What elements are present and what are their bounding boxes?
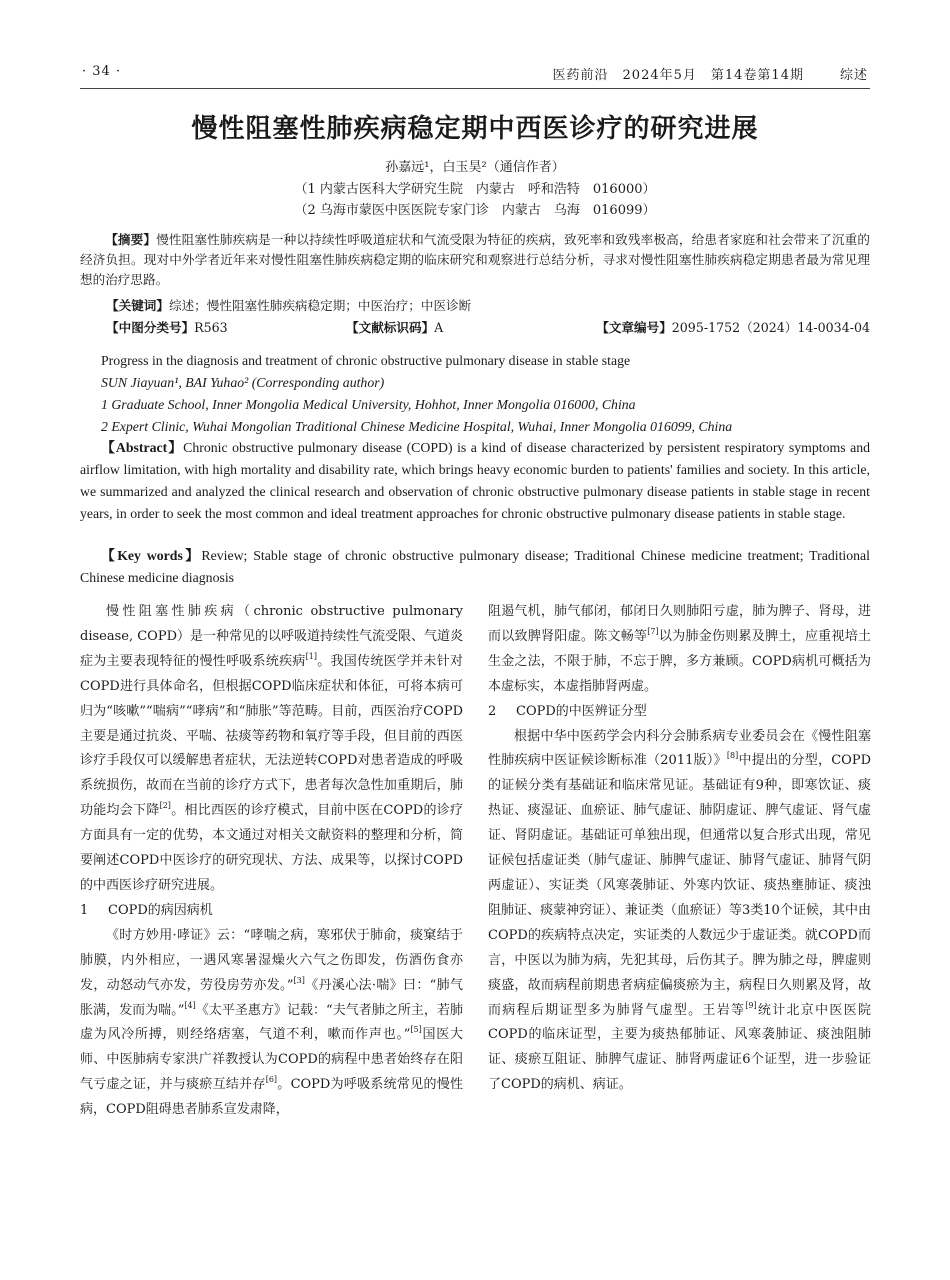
keywords-cn-label: 【关键词】	[106, 298, 169, 313]
abstract-cn-text: 慢性阻塞性肺疾病是一种以持续性呼吸道症状和气流受限为特征的疾病，致死率和致残率极高，给患者家庭和社会带来了沉重的经济负担。现对中外学者近年来对慢性阻塞性肺疾病稳定期的临床研究和观察进行总结分析，寻求对慢性阻塞性肺疾病稳定期患者最为常见理想的治疗思路。	[80, 232, 871, 287]
header-divider	[80, 88, 870, 89]
document-code: 【文献标识码】A	[346, 320, 444, 335]
affiliation-1: （1 内蒙古医科大学研究生院 内蒙古 呼和浩特 016000）	[294, 182, 656, 197]
etiology-paragraph: 《时方妙用·哮证》云：“哮喘之病，寒邪伏于肺俞，痰窠结于肺膜，内外相应，一遇风寒暑湿燥火六气之伤即发，伤酒伤食亦发，动怒动气亦发，劳役房劳亦发。”[3]《丹溪心法·喘》曰：“肺气胀满，发而为喘。”[4]《太平圣惠方》记载：“夫气者肺之所主，若肺虚为风冷所搏，则经络痞塞，气道不利，嗽而作声也。”[5]国医大师、中医肺病专家洪广祥教授认为COPD的病程中患者始终存在阳气亏虚之证，并与痰瘀互结并存[6]。COPD为呼吸系统常见的慢性病，COPD阻碍患者肺系宣发肃降，	[80, 927, 463, 1118]
section-label: 综述	[839, 68, 868, 83]
english-abstract-text: Chronic obstructive pulmonary disease (COPD) is a kind of disease characterized by persistent respiratory symptoms and airflow limitation, with high mortality and disability rate, which brings heavy economic burden to patients' families and society. In this article, we summarized and analyzed the clinical research and observation of chronic obstructive pulmonary disease patients in stable stage in recent years, in order to seek the most common and ideal treatment approaches for chronic obstructive pulmonary disease patients in stable stage.	[80, 440, 870, 521]
citation: [1]	[305, 651, 317, 661]
english-keywords-text: Review; Stable stage of chronic obstructive pulmonary disease; Traditional Chinese medicine treatment; Traditional Chinese medicine diagnosis	[80, 548, 870, 585]
volume-issue: 第14卷第14期	[710, 68, 804, 83]
citation: [4]	[184, 1000, 196, 1010]
syndrome-paragraph: 根据中华中医药学会内科分会肺系病专业委员会在《慢性阻塞性肺疾病中医证候诊断标准（2011版）》[8]中提出的分型，COPD的证候分类有基础证和临床常见证。基础证有9种，即寒饮证、痰热证、痰湿证、血瘀证、肺气虚证、肺阴虚证、脾气虚证、肾气虚证、肾阴虚证。基础证可单独出现，但通常以复合形式出现，常见证候包括虚证类（肺气虚证、肺脾气虚证、肺肾气虚证、肺肾气阴两虚证）、实证类（风寒袭肺证、外寒内饮证、痰热壅肺证、痰浊阻肺证、痰蒙神窍证）、兼证类（血瘀证）等3类10个证候，其中由COPD的疾病特点决定，实证类的人数远少于虚证类。就COPD而言，中医以为肺为病，先犯其母，后伤其子。脾为肺之母，脾虚则痰盛，故而病程前期患者病症偏痰瘀为主，病程日久则累及肾，故而病程后期证型多为肺肾气虚型。王岩等[9]统计北京中医医院COPD的临床证型，主要为痰热郁肺证、风寒袭肺证、痰浊阻肺证、痰瘀互阻证、肺脾气虚证、肺肾两虚证6个证型，进一步验证了COPD的病机、病证。	[488, 728, 871, 1093]
article-number: 【文章编号】2095-1752（2024）14-0034-04	[596, 320, 870, 335]
citation: [8]	[726, 751, 739, 761]
citation: [7]	[647, 626, 659, 636]
issue-date: 2024年5月	[622, 68, 697, 83]
journal-name: 医药前沿	[552, 68, 609, 83]
english-abstract	[80, 437, 870, 525]
english-affiliation-2: 2 Expert Clinic, Wuhai Mongolian Traditional Chinese Medicine Hospital, Wuhai, Inner Mongolia 016099, China	[101, 419, 733, 434]
clc-number: 【中图分类号】R563	[106, 320, 228, 335]
body-column-right	[488, 600, 871, 1098]
english-affiliation-1: 1 Graduate School, Inner Mongolia Medical University, Hohhot, Inner Mongolia 016000, China	[101, 397, 636, 412]
keywords-cn-text: 综述；慢性阻塞性肺疾病稳定期；中医治疗；中医诊断	[168, 298, 472, 313]
citation: [2]	[159, 801, 171, 811]
keywords-cn	[106, 296, 896, 316]
etiology-paragraph-continued: 阻遏气机，肺气郁闭，郁闭日久则肺阳亏虚，肺为脾子、肾母，进而以致脾肾阳虚。陈文畅等[7]以为肺金伤则累及脾土，应重视培土生金之法，不限于肺，不忘于脾，多方兼顾。COPD病机可概括为本虚标实，本虚指肺肾两虚。	[488, 604, 871, 694]
citation: [9]	[745, 1000, 757, 1010]
intro-paragraph: 慢性阻塞性肺疾病（chronic obstructive pulmonary disease, COPD）是一种常见的以呼吸道持续性气流受限、气道炎症为主要表现特征的慢性呼吸系统疾病[1]。我国传统医学并未针对COPD进行具体命名，但根据COPD临床症状和体征，可将本病可归为“咳嗽”“喘病”“哮病”和“肺胀”等范畴。目前，西医治疗COPD主要是通过抗炎、平喘、祛痰等药物和氧疗等手段，但目前的西医诊疗手段仅可以缓解患者症状，无法逆转COPD对患者造成的呼吸系统损伤，故而在当前的诊疗方式下，患者每次急性加重期后，肺功能均会下降[2]。相比西医的诊疗模式，目前中医在COPD的诊疗方面具有一定的优势，本文通过对相关文献资料的整理和分析，简要阐述COPD中医诊疗的研究现状、方法、成果等，以探讨COPD的中西医诊疗研究进展。	[80, 604, 463, 893]
section-heading-2: 2 COPD的中医辨证分型	[488, 703, 647, 719]
english-title: Progress in the diagnosis and treatment of chronic obstructive pulmonary disease in stable stage	[101, 353, 631, 368]
citation: [6]	[265, 1075, 278, 1085]
english-keywords	[80, 545, 870, 589]
affiliation-2: （2 乌海市蒙医中医医院专家门诊 内蒙古 乌海 016099）	[294, 203, 656, 218]
page-number: · 34 ·	[82, 64, 122, 79]
body-column-left	[80, 600, 463, 1123]
article-title: 慢性阻塞性肺疾病稳定期中西医诊疗的研究进展	[191, 114, 759, 144]
english-abstract-label: 【Abstract】	[101, 440, 184, 455]
citation: [3]	[293, 975, 305, 985]
abstract-cn-label: 【摘要】	[105, 232, 157, 247]
abstract-cn	[80, 230, 870, 290]
etiology-continued-text: 阻遏气机，肺气郁闭，郁闭日久则肺阳亏虚，肺为脾子、肾母，进而以致脾肾阳虚。陈文畅等	[488, 604, 871, 644]
authors: 孙嘉远¹，白玉昊²（通信作者）	[385, 160, 565, 175]
english-keywords-label: 【Key words】	[101, 548, 202, 563]
citation: [5]	[410, 1025, 422, 1035]
running-header	[539, 64, 868, 83]
section-heading-1: 1 COPD的病因病机	[80, 902, 213, 918]
classification-row	[106, 317, 870, 337]
english-authors: SUN Jiayuan¹, BAI Yuhao² (Corresponding author)	[101, 375, 385, 390]
